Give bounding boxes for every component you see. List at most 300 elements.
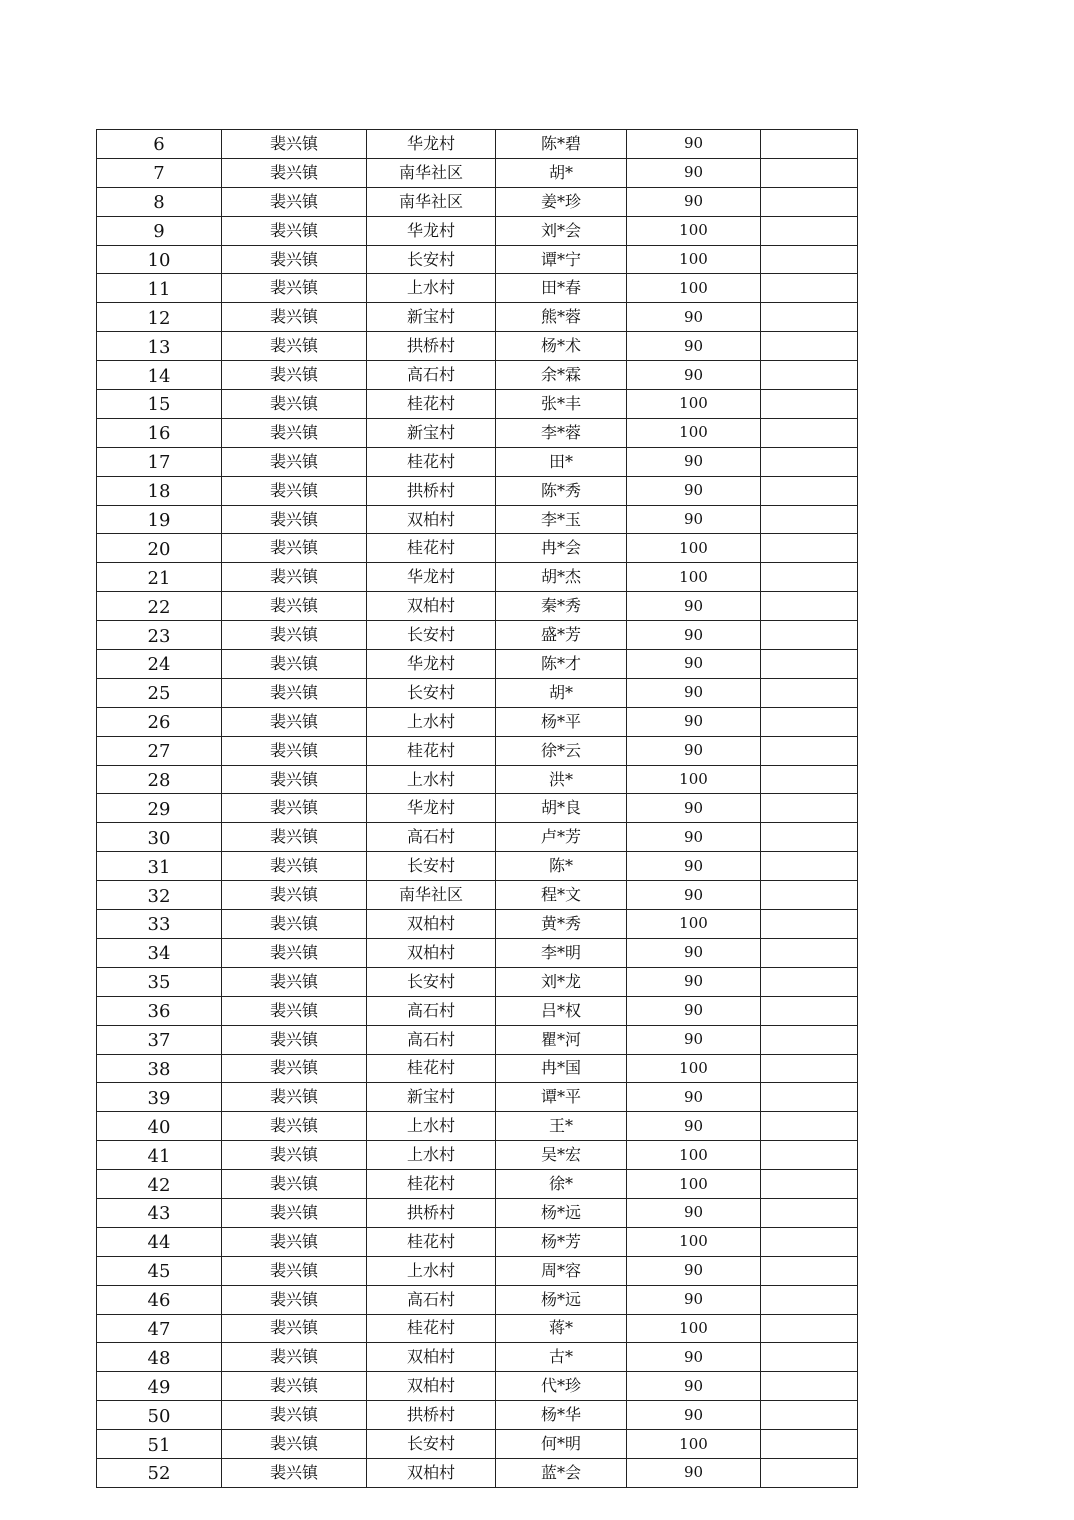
cell-name: 冉*国 [496, 1054, 627, 1083]
cell-village: 双柏村 [367, 592, 496, 621]
cell-number: 6 [97, 130, 222, 159]
cell-note [761, 505, 858, 534]
cell-town: 裴兴镇 [222, 650, 367, 679]
cell-number: 50 [97, 1401, 222, 1430]
cell-village: 桂花村 [367, 736, 496, 765]
cell-village: 南华社区 [367, 158, 496, 187]
cell-number: 26 [97, 707, 222, 736]
cell-number: 49 [97, 1372, 222, 1401]
cell-amount: 90 [627, 852, 761, 881]
cell-number: 46 [97, 1285, 222, 1314]
cell-note [761, 274, 858, 303]
cell-town: 裴兴镇 [222, 563, 367, 592]
cell-amount: 90 [627, 1112, 761, 1141]
cell-town: 裴兴镇 [222, 1227, 367, 1256]
table-row [97, 650, 858, 679]
table-row [97, 1372, 858, 1401]
cell-town: 裴兴镇 [222, 1141, 367, 1170]
cell-amount: 90 [627, 447, 761, 476]
cell-town: 裴兴镇 [222, 1285, 367, 1314]
cell-note [761, 563, 858, 592]
cell-number: 18 [97, 476, 222, 505]
cell-note [761, 216, 858, 245]
cell-town: 裴兴镇 [222, 1025, 367, 1054]
cell-note [761, 1025, 858, 1054]
cell-number: 45 [97, 1256, 222, 1285]
cell-name: 田*春 [496, 274, 627, 303]
table-row [97, 765, 858, 794]
cell-village: 长安村 [367, 967, 496, 996]
cell-number: 35 [97, 967, 222, 996]
cell-name: 胡*杰 [496, 563, 627, 592]
cell-number: 7 [97, 158, 222, 187]
cell-name: 刘*会 [496, 216, 627, 245]
cell-note [761, 390, 858, 419]
cell-name: 胡*良 [496, 794, 627, 823]
table-row [97, 1430, 858, 1459]
cell-amount: 90 [627, 187, 761, 216]
cell-note [761, 1256, 858, 1285]
table-row [97, 245, 858, 274]
cell-amount: 100 [627, 1141, 761, 1170]
cell-name: 田* [496, 447, 627, 476]
cell-amount: 90 [627, 158, 761, 187]
table-row [97, 938, 858, 967]
cell-amount: 90 [627, 1025, 761, 1054]
table-row [97, 881, 858, 910]
cell-name: 程*文 [496, 881, 627, 910]
cell-note [761, 650, 858, 679]
cell-number: 29 [97, 794, 222, 823]
cell-number: 44 [97, 1227, 222, 1256]
cell-number: 30 [97, 823, 222, 852]
cell-town: 裴兴镇 [222, 592, 367, 621]
cell-note [761, 1227, 858, 1256]
cell-village: 华龙村 [367, 130, 496, 159]
cell-note [761, 1430, 858, 1459]
cell-town: 裴兴镇 [222, 534, 367, 563]
cell-name: 冉*会 [496, 534, 627, 563]
cell-village: 长安村 [367, 678, 496, 707]
cell-name: 吕*权 [496, 996, 627, 1025]
cell-number: 31 [97, 852, 222, 881]
cell-name: 陈* [496, 852, 627, 881]
cell-number: 21 [97, 563, 222, 592]
cell-note [761, 245, 858, 274]
cell-town: 裴兴镇 [222, 187, 367, 216]
cell-amount: 100 [627, 245, 761, 274]
cell-town: 裴兴镇 [222, 390, 367, 419]
cell-amount: 90 [627, 967, 761, 996]
cell-town: 裴兴镇 [222, 447, 367, 476]
cell-village: 高石村 [367, 361, 496, 390]
table-row [97, 274, 858, 303]
table-row [97, 216, 858, 245]
cell-amount: 90 [627, 1458, 761, 1487]
table-row [97, 447, 858, 476]
cell-village: 长安村 [367, 245, 496, 274]
cell-name: 周*容 [496, 1256, 627, 1285]
table-row [97, 1083, 858, 1112]
cell-town: 裴兴镇 [222, 1401, 367, 1430]
cell-village: 拱桥村 [367, 1401, 496, 1430]
cell-town: 裴兴镇 [222, 1198, 367, 1227]
cell-town: 裴兴镇 [222, 910, 367, 939]
cell-name: 余*霖 [496, 361, 627, 390]
cell-amount: 100 [627, 1054, 761, 1083]
table-row [97, 361, 858, 390]
cell-village: 新宝村 [367, 418, 496, 447]
cell-town: 裴兴镇 [222, 1054, 367, 1083]
cell-amount: 90 [627, 1083, 761, 1112]
cell-note [761, 187, 858, 216]
table-body [97, 130, 858, 1488]
cell-village: 桂花村 [367, 390, 496, 419]
cell-note [761, 1198, 858, 1227]
cell-name: 李*蓉 [496, 418, 627, 447]
table-row [97, 505, 858, 534]
cell-village: 双柏村 [367, 505, 496, 534]
table-row [97, 130, 858, 159]
cell-name: 杨*远 [496, 1198, 627, 1227]
cell-note [761, 1458, 858, 1487]
cell-number: 20 [97, 534, 222, 563]
cell-number: 8 [97, 187, 222, 216]
cell-amount: 90 [627, 1401, 761, 1430]
cell-number: 10 [97, 245, 222, 274]
cell-note [761, 678, 858, 707]
cell-village: 上水村 [367, 1256, 496, 1285]
cell-village: 上水村 [367, 1141, 496, 1170]
table-row [97, 563, 858, 592]
cell-number: 38 [97, 1054, 222, 1083]
table-row [97, 390, 858, 419]
cell-amount: 90 [627, 1343, 761, 1372]
cell-amount: 90 [627, 1198, 761, 1227]
table-row [97, 823, 858, 852]
cell-name: 王* [496, 1112, 627, 1141]
table-row [97, 476, 858, 505]
cell-town: 裴兴镇 [222, 1343, 367, 1372]
cell-number: 11 [97, 274, 222, 303]
cell-town: 裴兴镇 [222, 765, 367, 794]
cell-town: 裴兴镇 [222, 303, 367, 332]
table-row [97, 996, 858, 1025]
cell-amount: 100 [627, 563, 761, 592]
table-row [97, 1458, 858, 1487]
table-row [97, 418, 858, 447]
cell-name: 古* [496, 1343, 627, 1372]
cell-note [761, 1170, 858, 1199]
cell-amount: 90 [627, 736, 761, 765]
cell-note [761, 621, 858, 650]
cell-amount: 90 [627, 505, 761, 534]
cell-number: 15 [97, 390, 222, 419]
cell-village: 长安村 [367, 1430, 496, 1459]
cell-name: 杨*华 [496, 1401, 627, 1430]
cell-number: 37 [97, 1025, 222, 1054]
cell-note [761, 1054, 858, 1083]
cell-village: 拱桥村 [367, 476, 496, 505]
table-row [97, 1141, 858, 1170]
cell-note [761, 1112, 858, 1141]
cell-town: 裴兴镇 [222, 1170, 367, 1199]
table-row [97, 158, 858, 187]
cell-village: 桂花村 [367, 1054, 496, 1083]
cell-name: 熊*蓉 [496, 303, 627, 332]
cell-note [761, 534, 858, 563]
cell-name: 秦*秀 [496, 592, 627, 621]
cell-number: 42 [97, 1170, 222, 1199]
cell-amount: 100 [627, 390, 761, 419]
cell-town: 裴兴镇 [222, 736, 367, 765]
table-row [97, 1285, 858, 1314]
cell-name: 李*玉 [496, 505, 627, 534]
cell-note [761, 303, 858, 332]
cell-amount: 90 [627, 332, 761, 361]
cell-note [761, 361, 858, 390]
cell-number: 41 [97, 1141, 222, 1170]
table-row [97, 592, 858, 621]
cell-number: 33 [97, 910, 222, 939]
cell-name: 谭*平 [496, 1083, 627, 1112]
cell-amount: 100 [627, 1430, 761, 1459]
cell-number: 23 [97, 621, 222, 650]
cell-amount: 90 [627, 1372, 761, 1401]
table-row [97, 303, 858, 332]
table-row [97, 621, 858, 650]
cell-note [761, 736, 858, 765]
table-row [97, 794, 858, 823]
data-table [96, 129, 858, 1488]
cell-note [761, 852, 858, 881]
cell-name: 张*丰 [496, 390, 627, 419]
cell-amount: 100 [627, 418, 761, 447]
cell-village: 上水村 [367, 1112, 496, 1141]
cell-number: 51 [97, 1430, 222, 1459]
cell-village: 南华社区 [367, 187, 496, 216]
cell-amount: 90 [627, 650, 761, 679]
cell-name: 盛*芳 [496, 621, 627, 650]
cell-note [761, 1285, 858, 1314]
table-row [97, 852, 858, 881]
cell-village: 上水村 [367, 274, 496, 303]
cell-note [761, 447, 858, 476]
cell-amount: 100 [627, 216, 761, 245]
cell-amount: 90 [627, 130, 761, 159]
cell-town: 裴兴镇 [222, 621, 367, 650]
cell-village: 高石村 [367, 823, 496, 852]
cell-note [761, 476, 858, 505]
cell-town: 裴兴镇 [222, 130, 367, 159]
table-row [97, 1227, 858, 1256]
cell-town: 裴兴镇 [222, 881, 367, 910]
cell-amount: 100 [627, 910, 761, 939]
cell-note [761, 332, 858, 361]
cell-amount: 90 [627, 1256, 761, 1285]
cell-amount: 90 [627, 361, 761, 390]
cell-name: 何*明 [496, 1430, 627, 1459]
cell-town: 裴兴镇 [222, 1112, 367, 1141]
cell-name: 胡* [496, 158, 627, 187]
cell-village: 双柏村 [367, 1372, 496, 1401]
cell-amount: 100 [627, 1227, 761, 1256]
cell-village: 拱桥村 [367, 332, 496, 361]
cell-village: 高石村 [367, 1285, 496, 1314]
cell-town: 裴兴镇 [222, 996, 367, 1025]
table-row [97, 332, 858, 361]
cell-town: 裴兴镇 [222, 418, 367, 447]
cell-town: 裴兴镇 [222, 678, 367, 707]
cell-number: 22 [97, 592, 222, 621]
table-row [97, 1054, 858, 1083]
cell-village: 新宝村 [367, 1083, 496, 1112]
cell-village: 华龙村 [367, 563, 496, 592]
cell-name: 徐* [496, 1170, 627, 1199]
cell-name: 徐*云 [496, 736, 627, 765]
cell-town: 裴兴镇 [222, 332, 367, 361]
table-row [97, 1198, 858, 1227]
cell-village: 双柏村 [367, 938, 496, 967]
cell-amount: 90 [627, 1285, 761, 1314]
cell-name: 代*珍 [496, 1372, 627, 1401]
cell-town: 裴兴镇 [222, 1256, 367, 1285]
cell-number: 48 [97, 1343, 222, 1372]
cell-note [761, 967, 858, 996]
cell-number: 47 [97, 1314, 222, 1343]
table-row [97, 534, 858, 563]
cell-name: 杨*远 [496, 1285, 627, 1314]
cell-number: 12 [97, 303, 222, 332]
cell-town: 裴兴镇 [222, 505, 367, 534]
cell-village: 拱桥村 [367, 1198, 496, 1227]
cell-town: 裴兴镇 [222, 1458, 367, 1487]
cell-number: 40 [97, 1112, 222, 1141]
cell-name: 黄*秀 [496, 910, 627, 939]
table-row [97, 678, 858, 707]
cell-town: 裴兴镇 [222, 938, 367, 967]
cell-town: 裴兴镇 [222, 361, 367, 390]
cell-note [761, 707, 858, 736]
cell-name: 陈*才 [496, 650, 627, 679]
cell-amount: 100 [627, 534, 761, 563]
cell-village: 上水村 [367, 765, 496, 794]
cell-note [761, 1083, 858, 1112]
cell-note [761, 794, 858, 823]
table-row [97, 707, 858, 736]
cell-amount: 90 [627, 996, 761, 1025]
cell-village: 双柏村 [367, 910, 496, 939]
cell-village: 长安村 [367, 852, 496, 881]
cell-town: 裴兴镇 [222, 274, 367, 303]
cell-name: 蒋* [496, 1314, 627, 1343]
cell-amount: 90 [627, 678, 761, 707]
cell-note [761, 823, 858, 852]
cell-village: 桂花村 [367, 534, 496, 563]
cell-note [761, 996, 858, 1025]
cell-amount: 90 [627, 823, 761, 852]
cell-amount: 90 [627, 794, 761, 823]
cell-number: 27 [97, 736, 222, 765]
table-row [97, 1401, 858, 1430]
cell-number: 43 [97, 1198, 222, 1227]
cell-village: 桂花村 [367, 1170, 496, 1199]
cell-village: 华龙村 [367, 216, 496, 245]
cell-note [761, 1401, 858, 1430]
table-row [97, 1314, 858, 1343]
cell-name: 姜*珍 [496, 187, 627, 216]
cell-village: 华龙村 [367, 794, 496, 823]
cell-note [761, 158, 858, 187]
cell-town: 裴兴镇 [222, 1314, 367, 1343]
cell-name: 刘*龙 [496, 967, 627, 996]
cell-village: 华龙村 [367, 650, 496, 679]
cell-name: 蓝*会 [496, 1458, 627, 1487]
cell-village: 双柏村 [367, 1458, 496, 1487]
cell-village: 桂花村 [367, 1227, 496, 1256]
cell-note [761, 1343, 858, 1372]
cell-note [761, 418, 858, 447]
cell-note [761, 938, 858, 967]
cell-name: 陈*秀 [496, 476, 627, 505]
cell-town: 裴兴镇 [222, 852, 367, 881]
cell-number: 24 [97, 650, 222, 679]
cell-town: 裴兴镇 [222, 1430, 367, 1459]
cell-number: 25 [97, 678, 222, 707]
cell-amount: 90 [627, 707, 761, 736]
cell-village: 长安村 [367, 621, 496, 650]
cell-town: 裴兴镇 [222, 476, 367, 505]
cell-note [761, 910, 858, 939]
cell-amount: 100 [627, 1170, 761, 1199]
cell-note [761, 765, 858, 794]
cell-name: 胡* [496, 678, 627, 707]
cell-village: 高石村 [367, 1025, 496, 1054]
table-row [97, 1343, 858, 1372]
cell-number: 16 [97, 418, 222, 447]
cell-village: 南华社区 [367, 881, 496, 910]
cell-town: 裴兴镇 [222, 158, 367, 187]
cell-amount: 90 [627, 303, 761, 332]
cell-name: 杨*平 [496, 707, 627, 736]
cell-number: 13 [97, 332, 222, 361]
cell-number: 14 [97, 361, 222, 390]
cell-name: 杨*术 [496, 332, 627, 361]
cell-number: 32 [97, 881, 222, 910]
cell-note [761, 1314, 858, 1343]
cell-village: 桂花村 [367, 447, 496, 476]
cell-note [761, 1372, 858, 1401]
cell-note [761, 130, 858, 159]
table-row [97, 1170, 858, 1199]
cell-number: 39 [97, 1083, 222, 1112]
cell-note [761, 1141, 858, 1170]
table-row [97, 1112, 858, 1141]
cell-town: 裴兴镇 [222, 216, 367, 245]
cell-number: 34 [97, 938, 222, 967]
cell-amount: 100 [627, 1314, 761, 1343]
cell-village: 桂花村 [367, 1314, 496, 1343]
cell-number: 17 [97, 447, 222, 476]
cell-village: 上水村 [367, 707, 496, 736]
cell-name: 陈*碧 [496, 130, 627, 159]
cell-name: 瞿*河 [496, 1025, 627, 1054]
cell-town: 裴兴镇 [222, 794, 367, 823]
cell-name: 吴*宏 [496, 1141, 627, 1170]
cell-town: 裴兴镇 [222, 967, 367, 996]
cell-town: 裴兴镇 [222, 1372, 367, 1401]
cell-name: 谭*宁 [496, 245, 627, 274]
